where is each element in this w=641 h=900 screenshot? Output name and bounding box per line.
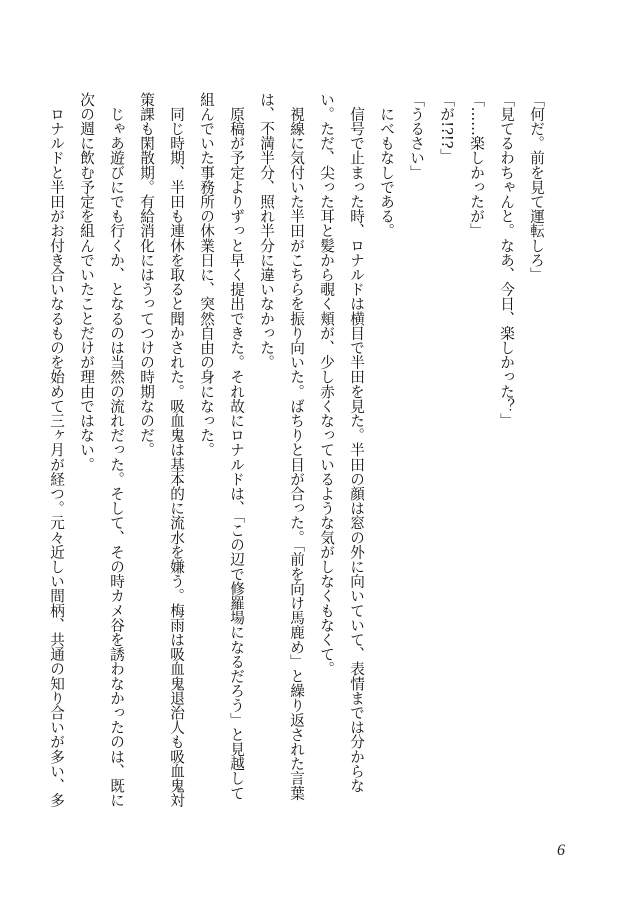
text-line: ロナルドと半田がお付き合いなるものを始めて三ヶ月が経つ。元々近しい間柄、共通の知り合いが多い、多 <box>48 92 65 808</box>
text-line: 「何だ。前を見て運転しろ」 <box>528 92 545 282</box>
text-line: 組んでいた事務所の休業日に、突然自由の身になった。 <box>198 92 215 457</box>
text-line: にべもなしである。 <box>378 92 395 238</box>
text-line: 「うるさい」 <box>408 92 425 180</box>
page-number: 6 <box>557 842 565 859</box>
text-line: 次の週に飲む予定を組んでいたことだけが理由ではない。 <box>78 92 95 472</box>
text-line: 「……楽しかったが」 <box>468 92 485 238</box>
text-line: 信号で止まった時、ロナルドは横目で半田を見た。半田の顔は窓の外に向いていて、表情までは分からな <box>348 92 365 793</box>
text-line: 「が!?!?」 <box>438 92 455 164</box>
text-line: 策課も閑散期。有給消化にはうってつけの時期なのだ。 <box>138 92 155 457</box>
text-line: じゃあ遊びにでも行くか、となるのは当然の流れだった。そして、その時カメ谷を誘わなかったのは、既に <box>108 92 125 808</box>
text-line: 「見てるわちゃんと。なあ、今日、楽しかった？」 <box>498 92 515 428</box>
vertical-text-block <box>41 92 551 842</box>
text-line: 視線に気付いた半田がこちらを振り向いた。ばちりと目が合った。「前を向け馬鹿め」と繰り返された言葉 <box>288 92 305 801</box>
text-line: 同じ時期、半田も連休を取ると聞かされた。吸血鬼は基本的に流水を嫌う。梅雨は吸血鬼退治人も吸血鬼対 <box>168 92 185 808</box>
text-line: 原稿が予定よりずっと早く提出できた。それ故にロナルドは、「この辺で修羅場になるだろう」と見越して <box>228 92 245 801</box>
text-line: は、不満半分、照れ半分に違いなかった。 <box>258 92 275 370</box>
text-line: い。ただ、尖った耳と髪から覗く頬が、少し赤くなっているような気がしなくもなくて。 <box>318 92 335 676</box>
